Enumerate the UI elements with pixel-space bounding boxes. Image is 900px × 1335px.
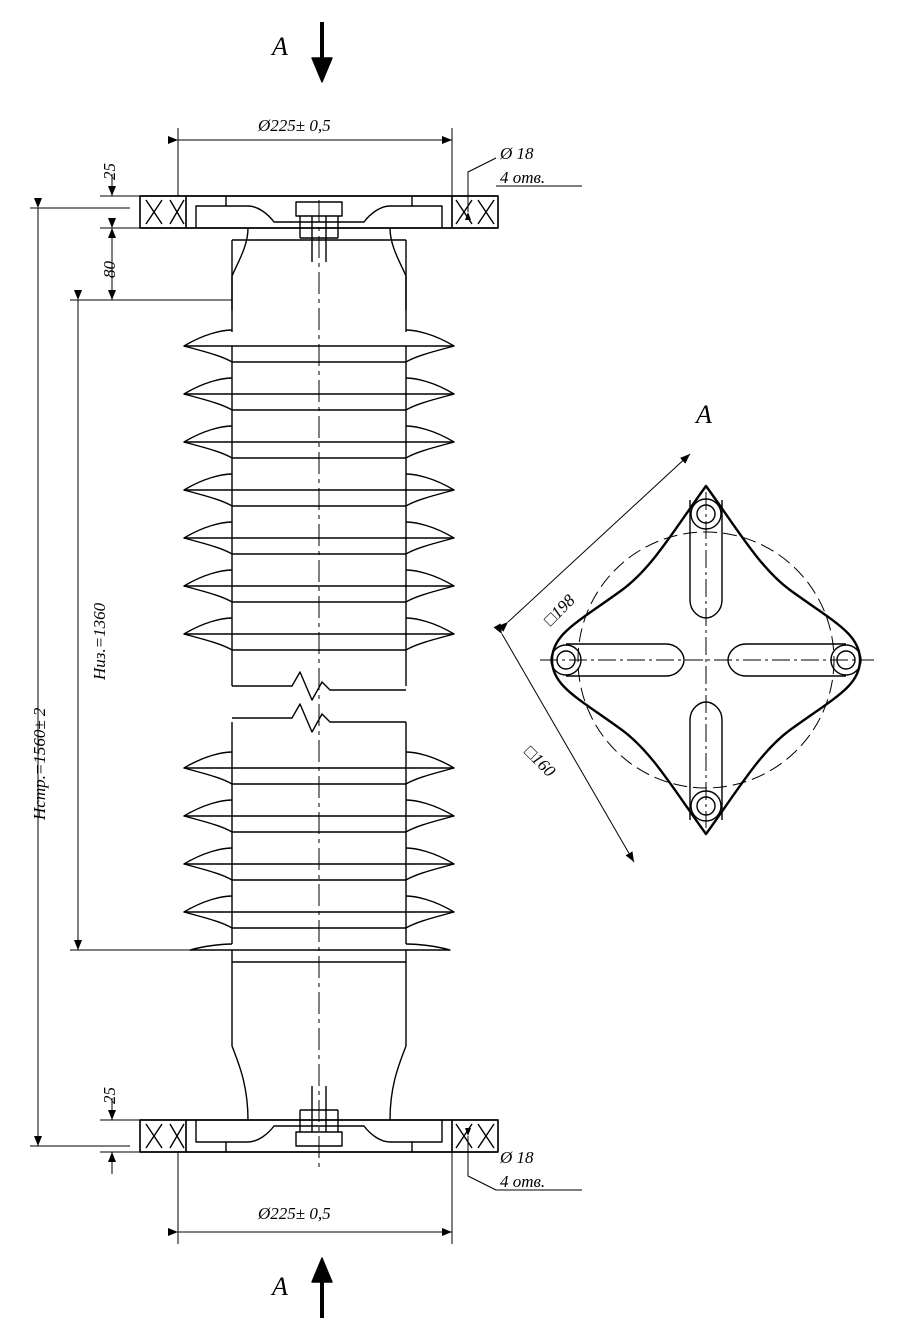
dim-plan-square-outer: □198 xyxy=(540,590,579,630)
plan-dimensions xyxy=(502,454,690,862)
dim-bottom-hole-diameter: Ø 18 xyxy=(500,1148,534,1167)
dimension-lines-left xyxy=(30,174,232,1174)
dim-bottom-flange-diameter: Ø225± 0,5 xyxy=(258,1204,331,1223)
plan-view xyxy=(540,486,874,834)
dim-top-flange-diameter: Ø225± 0,5 xyxy=(258,116,331,135)
dim-plan-square-inner: □160 xyxy=(520,742,560,781)
section-label-top: A xyxy=(272,32,288,61)
dim-top-hole-count: 4 отв. xyxy=(500,168,546,187)
dim-insulating-height: Низ.=1360 xyxy=(90,602,109,680)
section-arrow-top xyxy=(312,22,332,82)
section-arrow-bottom xyxy=(312,1258,332,1318)
dim-structural-height: Нстр.=1560± 2 xyxy=(30,707,49,820)
dimension-top-diameter xyxy=(178,128,452,196)
dim-bottom-hole-count: 4 отв. xyxy=(500,1172,546,1191)
dim-top-flange-thickness: 25 xyxy=(100,163,119,180)
section-label-plan: A xyxy=(696,400,712,429)
dimension-bottom-diameter xyxy=(178,1152,452,1244)
dim-top-neck-height: 80 xyxy=(100,261,119,278)
dim-top-hole-diameter: Ø 18 xyxy=(500,144,534,163)
dim-bottom-flange-thickness: 25 xyxy=(100,1087,119,1104)
section-label-bottom: A xyxy=(272,1272,288,1301)
